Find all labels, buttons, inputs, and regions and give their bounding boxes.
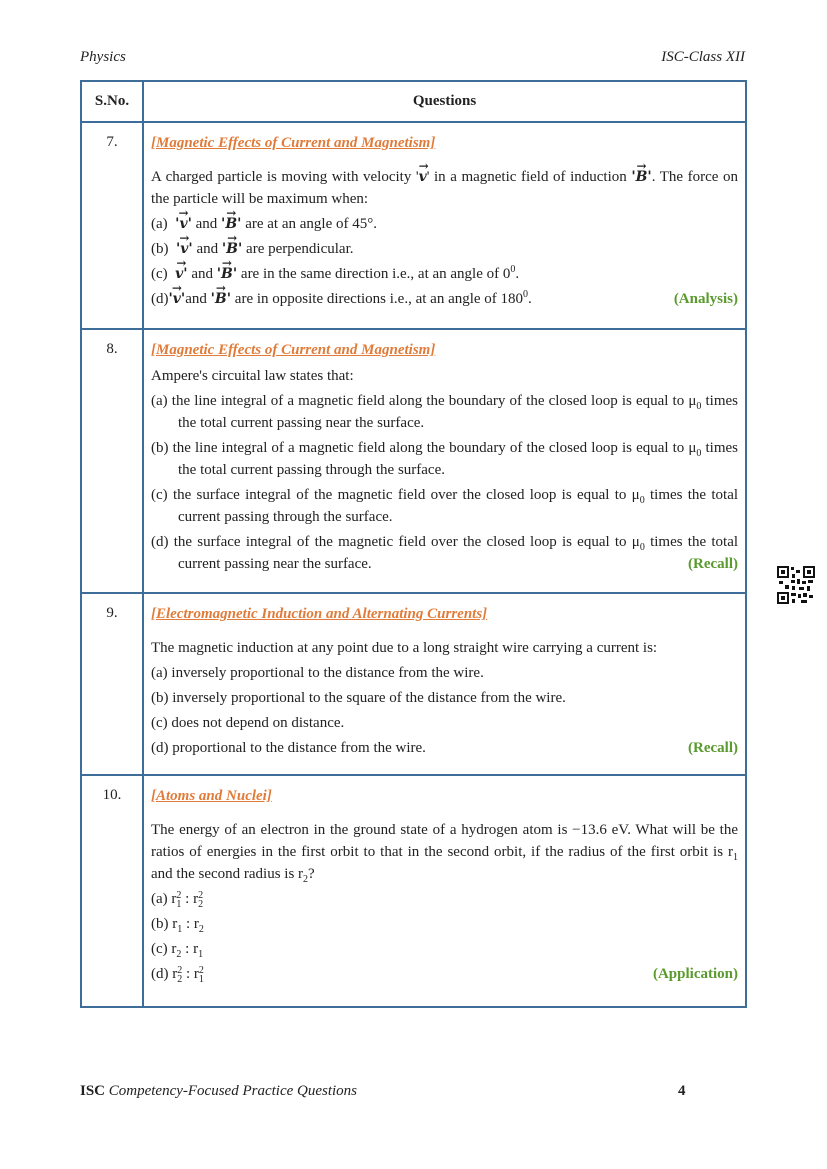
option: (Recall) (d) proportional to the distance from the wire. bbox=[151, 737, 738, 759]
option: (d) the surface integral of the magnetic field over the closed loop is equal to $\mu_0$ times the total current passing near the surface. (Recall) bbox=[151, 531, 738, 575]
option: (b) → 'v' and → 'B' are perpendicular. bbox=[151, 238, 738, 260]
option: (c) $r_2$ : $r_1$ bbox=[151, 941, 204, 960]
cognitive-level: (Analysis) bbox=[673, 291, 738, 307]
option: (a) r 2 1 : r 2 2 bbox=[151, 889, 204, 910]
question-number: 7. bbox=[81, 122, 143, 329]
qr-code-icon[interactable] bbox=[777, 566, 815, 604]
table-row bbox=[81, 329, 746, 593]
question-number: 9. bbox=[81, 593, 143, 775]
cognitive-level: (Recall) bbox=[688, 556, 738, 572]
question-stem: The magnetic induction at any point due to a long straight wire carrying a current is: bbox=[151, 640, 658, 656]
header-subject: Physics bbox=[80, 49, 126, 65]
table-header-row bbox=[81, 81, 746, 122]
option: (a) inversely proportional to the distance from the wire. bbox=[151, 665, 484, 681]
option: (a) → 'v' and → 'B' are at an angle of 45°. bbox=[151, 213, 738, 235]
question-topic: [Magnetic Effects of Current and Magnetism] bbox=[151, 342, 436, 358]
question-number: 10. bbox=[81, 775, 143, 1007]
option: (c) does not depend on distance. bbox=[151, 715, 345, 731]
table-row bbox=[81, 775, 746, 1007]
option: (b) the line integral of a magnetic field along the boundary of the closed loop is equal to $\mu_0$ times the total current passing through the surface. bbox=[151, 440, 738, 478]
option: (a) the line integral of a magnetic field along the boundary of the closed loop is equal to $\mu_0$ times the total current passing near the surface. bbox=[151, 393, 739, 431]
page-number: 4 bbox=[678, 1083, 686, 1099]
option: (b) $r_1$ : $r_2$ bbox=[151, 916, 204, 935]
table-row bbox=[81, 122, 746, 329]
question-cell bbox=[143, 775, 746, 1007]
question-number: 8. bbox=[81, 329, 143, 593]
option: (Analysis) (d)→ 'v'and → 'B' are in opposite directions i.e., at an angle of $180^0$. bbox=[151, 288, 738, 310]
col-header-sno: S.No. bbox=[81, 81, 143, 122]
question-cell bbox=[143, 593, 746, 775]
option: (c) → v' and → 'B' are in the same direction i.e., at an angle of $0^0$. bbox=[151, 263, 738, 285]
cognitive-level: (Application) bbox=[652, 966, 738, 982]
question-cell bbox=[143, 329, 746, 593]
question-topic: [Magnetic Effects of Current and Magnetism] bbox=[151, 135, 436, 151]
option: (b) inversely proportional to the square of the distance from the wire. bbox=[151, 690, 566, 706]
questions-table bbox=[80, 80, 747, 1008]
question-stem: The energy of an electron in the ground state of a hydrogen atom is −13.6 eV. What will be the ratios of energies in the first orbit to that in the second orbit, if the radius of the first orbit is $r_1$ and the second radius is $r_2$? bbox=[151, 822, 738, 885]
footer-title-text: Competency-Focused Practice Questions bbox=[108, 1083, 358, 1099]
footer-brand: ISC bbox=[80, 1083, 106, 1099]
question-topic: [Atoms and Nuclei] bbox=[151, 788, 272, 804]
footer-title bbox=[80, 1083, 357, 1100]
cognitive-level: (Recall) bbox=[688, 740, 738, 756]
question-cell bbox=[143, 122, 746, 329]
col-header-questions: Questions bbox=[143, 81, 746, 122]
question-stem: A charged particle is moving with velocity '→ v' in a magnetic field of induction → 'B'. The force on the particle will be maximum when: bbox=[151, 166, 738, 210]
question-topic: [Electromagnetic Induction and Alternating Currents] bbox=[151, 606, 488, 622]
option: (c) the surface integral of the magnetic field over the closed loop is equal to $\mu_0$ times the total current passing through the surface. bbox=[151, 487, 739, 525]
option: (Application) (d) r 2 2 : r 2 1 bbox=[151, 964, 738, 985]
header-class: ISC-Class XII bbox=[661, 49, 745, 65]
question-stem: Ampere's circuital law states that: bbox=[151, 368, 354, 384]
table-row bbox=[81, 593, 746, 775]
